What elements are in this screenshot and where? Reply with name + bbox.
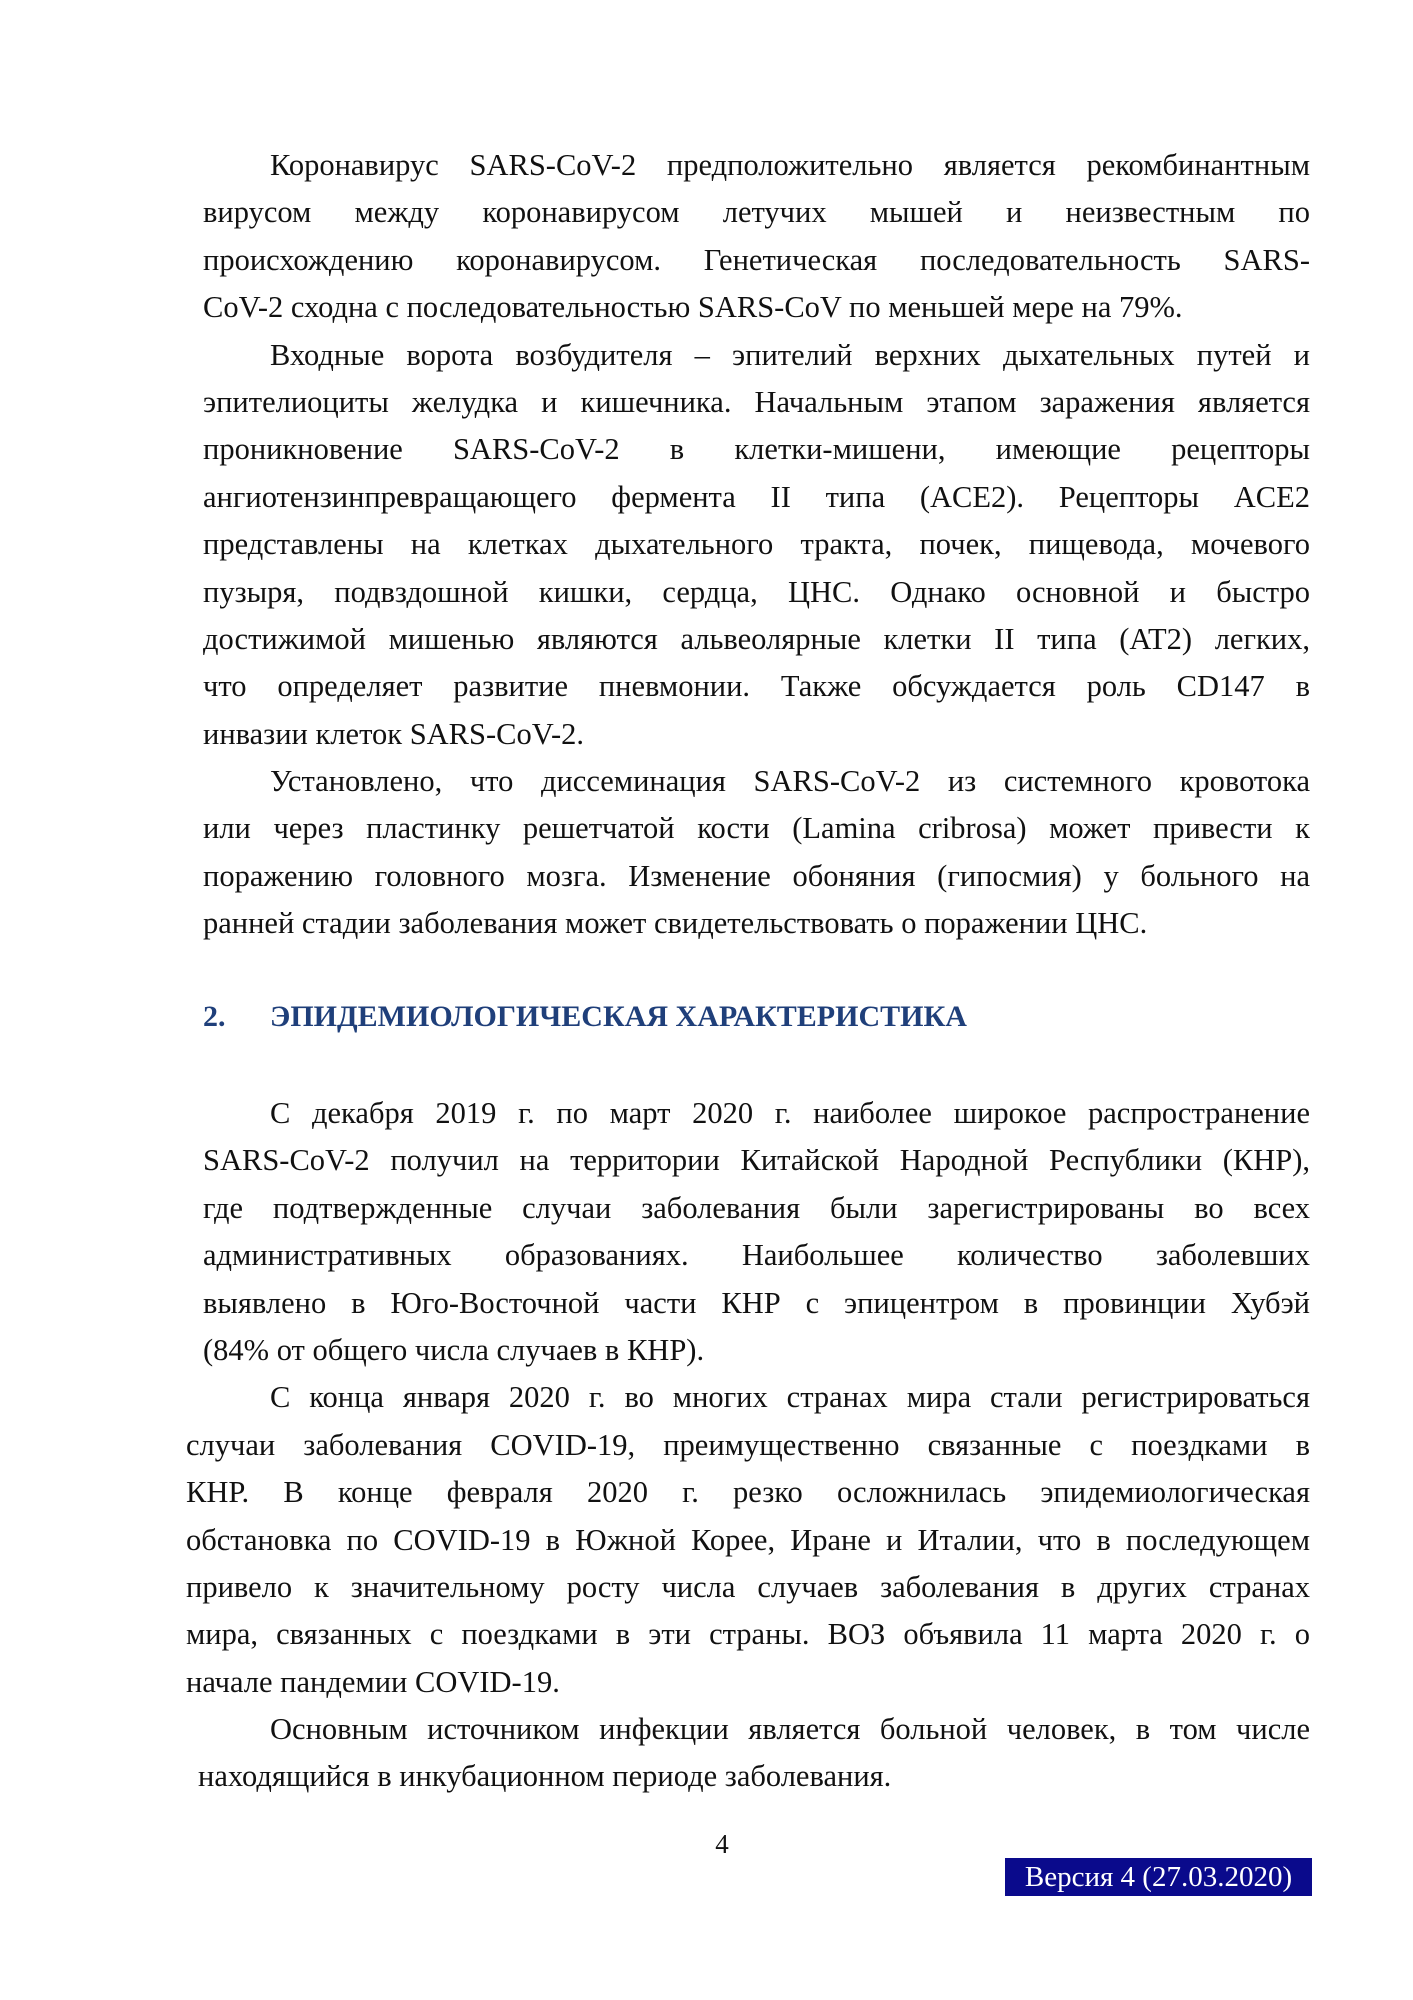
text-line: вирусом между коронавирусом летучих мышей и неизвестным по bbox=[203, 195, 1310, 230]
text-line: где подтвержденные случаи заболевания были зарегистрированы во всех bbox=[203, 1190, 1310, 1225]
text-line: CoV-2 сходна с последовательностью SARS-CoV по меньшей мере на 79%. bbox=[203, 290, 1183, 325]
text-line: (84% от общего числа случаев в КНР). bbox=[203, 1332, 705, 1367]
text-line: происхождению коронавирусом. Генетическая последовательность SARS- bbox=[203, 242, 1310, 277]
text-line: С декабря 2019 г. по март 2020 г. наиболее широкое распространение bbox=[270, 1096, 1310, 1130]
section-number: 2. bbox=[203, 1000, 226, 1033]
text-line: проникновение SARS-CoV-2 в клетки-мишени, имеющие рецепторы bbox=[203, 432, 1310, 467]
text-line: пузыря, подвздошной кишки, сердца, ЦНС. Однако основной и быстро bbox=[203, 574, 1310, 609]
page-number: 4 bbox=[715, 1829, 729, 1859]
text-line: КНР. В конце февраля 2020 г. резко осложнилась эпидемиологическая bbox=[186, 1475, 1310, 1510]
text-line: административных образованиях. Наибольшее количество заболевших bbox=[203, 1238, 1310, 1273]
paragraph bbox=[203, 142, 1310, 332]
text-line: поражению головного мозга. Изменение обоняния (гипосмия) у больного на bbox=[203, 858, 1310, 893]
text-line: достижимой мишенью являются альвеолярные клетки II типа (AT2) легких, bbox=[203, 621, 1310, 656]
section-heading bbox=[203, 993, 967, 1040]
paragraph bbox=[186, 1374, 1310, 1706]
section-title: ЭПИДЕМИОЛОГИЧЕСКАЯ ХАРАКТЕРИСТИКА bbox=[270, 1000, 967, 1033]
text-line: Входные ворота возбудителя – эпителий верхних дыхательных путей и bbox=[270, 337, 1310, 372]
text-line: Основным источником инфекции является больной человек, в том числе bbox=[270, 1712, 1310, 1747]
version-badge: Версия 4 (27.03.2020) bbox=[1005, 1858, 1312, 1896]
text-line: представлены на клетках дыхательного тракта, почек, пищевода, мочевого bbox=[203, 527, 1310, 562]
text-line: С конца января 2020 г. во многих странах мира стали регистрироваться bbox=[270, 1380, 1310, 1415]
text-line: начале пандемии COVID-19. bbox=[186, 1664, 560, 1699]
section-1-body bbox=[203, 142, 1310, 948]
section-2-body bbox=[186, 1090, 1310, 1801]
text-line: выявлено в Юго-Восточной части КНР с эпицентром в провинции Хубэй bbox=[203, 1285, 1310, 1320]
text-line: ангиотензинпревращающего фермента II типа (ACE2). Рецепторы ACE2 bbox=[203, 479, 1310, 514]
text-line: обстановка по COVID-19 в Южной Корее, Иране и Италии, что в последующем bbox=[186, 1522, 1310, 1557]
paragraph bbox=[203, 758, 1310, 948]
text-line: Коронавирус SARS-CoV-2 предположительно является рекомбинантным bbox=[270, 148, 1310, 182]
text-line: SARS-CoV-2 получил на территории Китайской Народной Республики (КНР), bbox=[203, 1143, 1310, 1178]
text-line: привело к значительному росту числа случаев заболевания в других странах bbox=[186, 1569, 1310, 1604]
text-line: ранней стадии заболевания может свидетельствовать о поражении ЦНС. bbox=[203, 906, 1148, 941]
text-line: эпителиоциты желудка и кишечника. Начальным этапом заражения является bbox=[203, 384, 1310, 419]
text-line: инвазии клеток SARS-CoV-2. bbox=[203, 716, 584, 751]
text-line: Установлено, что диссеминация SARS-CoV-2 из системного кровотока bbox=[270, 764, 1310, 799]
text-line: находящийся в инкубационном периоде заболевания. bbox=[198, 1759, 892, 1794]
paragraph bbox=[203, 332, 1310, 759]
text-line: мира, связанных с поездками в эти страны. ВОЗ объявила 11 марта 2020 г. о bbox=[186, 1617, 1310, 1652]
paragraph bbox=[203, 1090, 1310, 1374]
text-line: или через пластинку решетчатой кости (Lamina cribrosa) может привести к bbox=[203, 811, 1310, 846]
text-line: случаи заболевания COVID-19, преимущественно связанные с поездками в bbox=[186, 1427, 1310, 1462]
paragraph bbox=[198, 1706, 1310, 1801]
text-line: что определяет развитие пневмонии. Также обсуждается роль CD147 в bbox=[203, 669, 1310, 704]
